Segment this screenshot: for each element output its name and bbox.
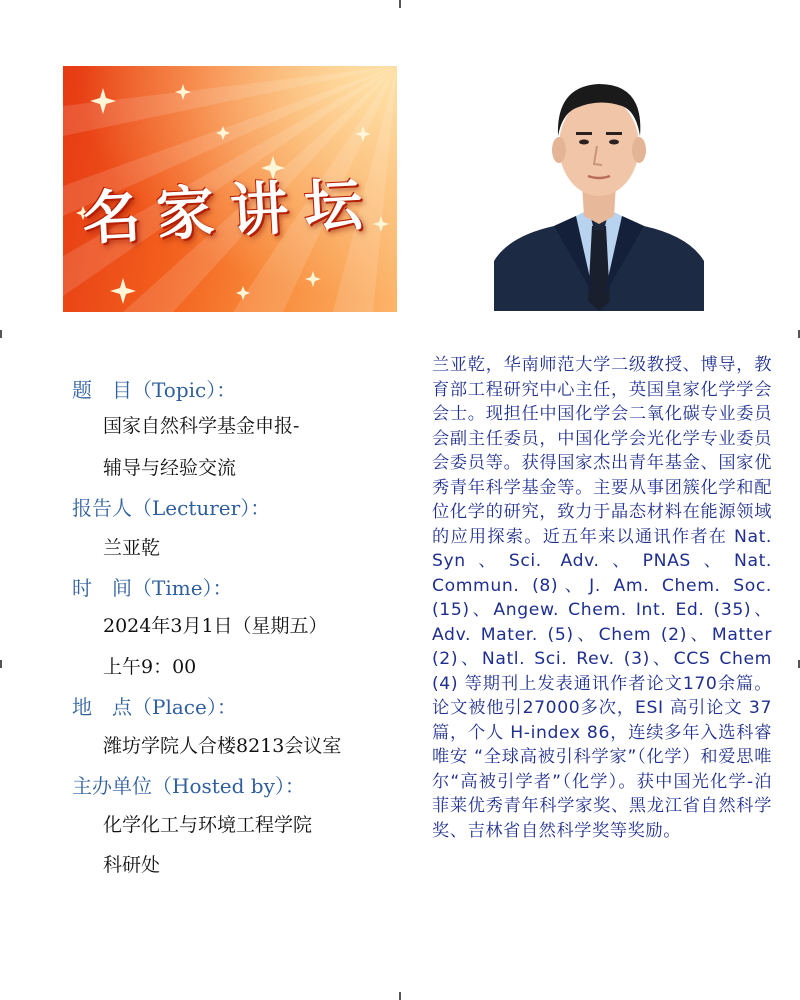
topic-label: 题 目（Topic）： — [72, 378, 237, 402]
event-place: 潍坊学院人合楼8213会议室 — [103, 735, 342, 757]
topic-value-line2: 辅导与经验交流 — [103, 457, 237, 479]
fold-mark — [0, 330, 2, 338]
fold-mark — [399, 992, 401, 1000]
fold-mark — [399, 0, 401, 8]
event-time: 上午9：00 — [103, 656, 197, 678]
topic-value-line1: 国家自然科学基金申报- — [103, 415, 300, 437]
banner-title: 名家讲坛 — [80, 169, 380, 253]
speaker-biography: 兰亚乾，华南师范大学二级教授、博导，教育部工程研究中心主任，英国皇家化学学会会士。现担任中国化学会二氧化碳专业委员会副主任委员，中国化学会光化学专业委员会委员等。获得国家杰出青年基金、国家优秀青年科学基金等。主要从事团簇化学和配位化学的研究，致力于晶态材料在能源领域的应用探索。近五年来以通讯作者在 Nat. Syn、Sci. Adv.、PNAS、Nat. Commun. (8)、J. Am. Chem. Soc. (15)、Angew. Chem. Int. Ed. (35)、Adv. Mater. (5)、Chem (2)、Matter (2)、Natl. Sci. Rev. (3)、CCS Chem (4) 等期刊上发表通讯作者论文170余篇。论文被他引27000多次，ESI 高引论文 37 篇，个人 H-index 86，连续多年入选科睿唯安 “全球高被引科学家”（化学）和爱思唯尔“高被引学者”（化学）。获中国光化学-泊菲莱优秀青年科学家奖、黑龙江省自然科学奖、吉林省自然科学奖等奖励。 — [432, 355, 772, 841]
host-organizer-1: 化学化工与环境工程学院 — [103, 814, 313, 836]
speaker-portrait-image — [494, 66, 704, 311]
host-organizer-2: 科研处 — [103, 854, 161, 876]
speaker-photo — [494, 66, 704, 311]
lecturer-name: 兰亚乾 — [103, 537, 161, 559]
lecture-banner — [63, 66, 397, 312]
fold-mark — [0, 660, 2, 668]
place-label: 地 点（Place）： — [72, 695, 237, 719]
event-date: 2024年3月1日（星期五） — [103, 615, 328, 637]
lecturer-label: 报告人（Lecturer）： — [72, 496, 271, 520]
host-label: 主办单位（Hosted by）： — [72, 774, 305, 798]
time-label: 时 间（Time）： — [72, 576, 233, 600]
